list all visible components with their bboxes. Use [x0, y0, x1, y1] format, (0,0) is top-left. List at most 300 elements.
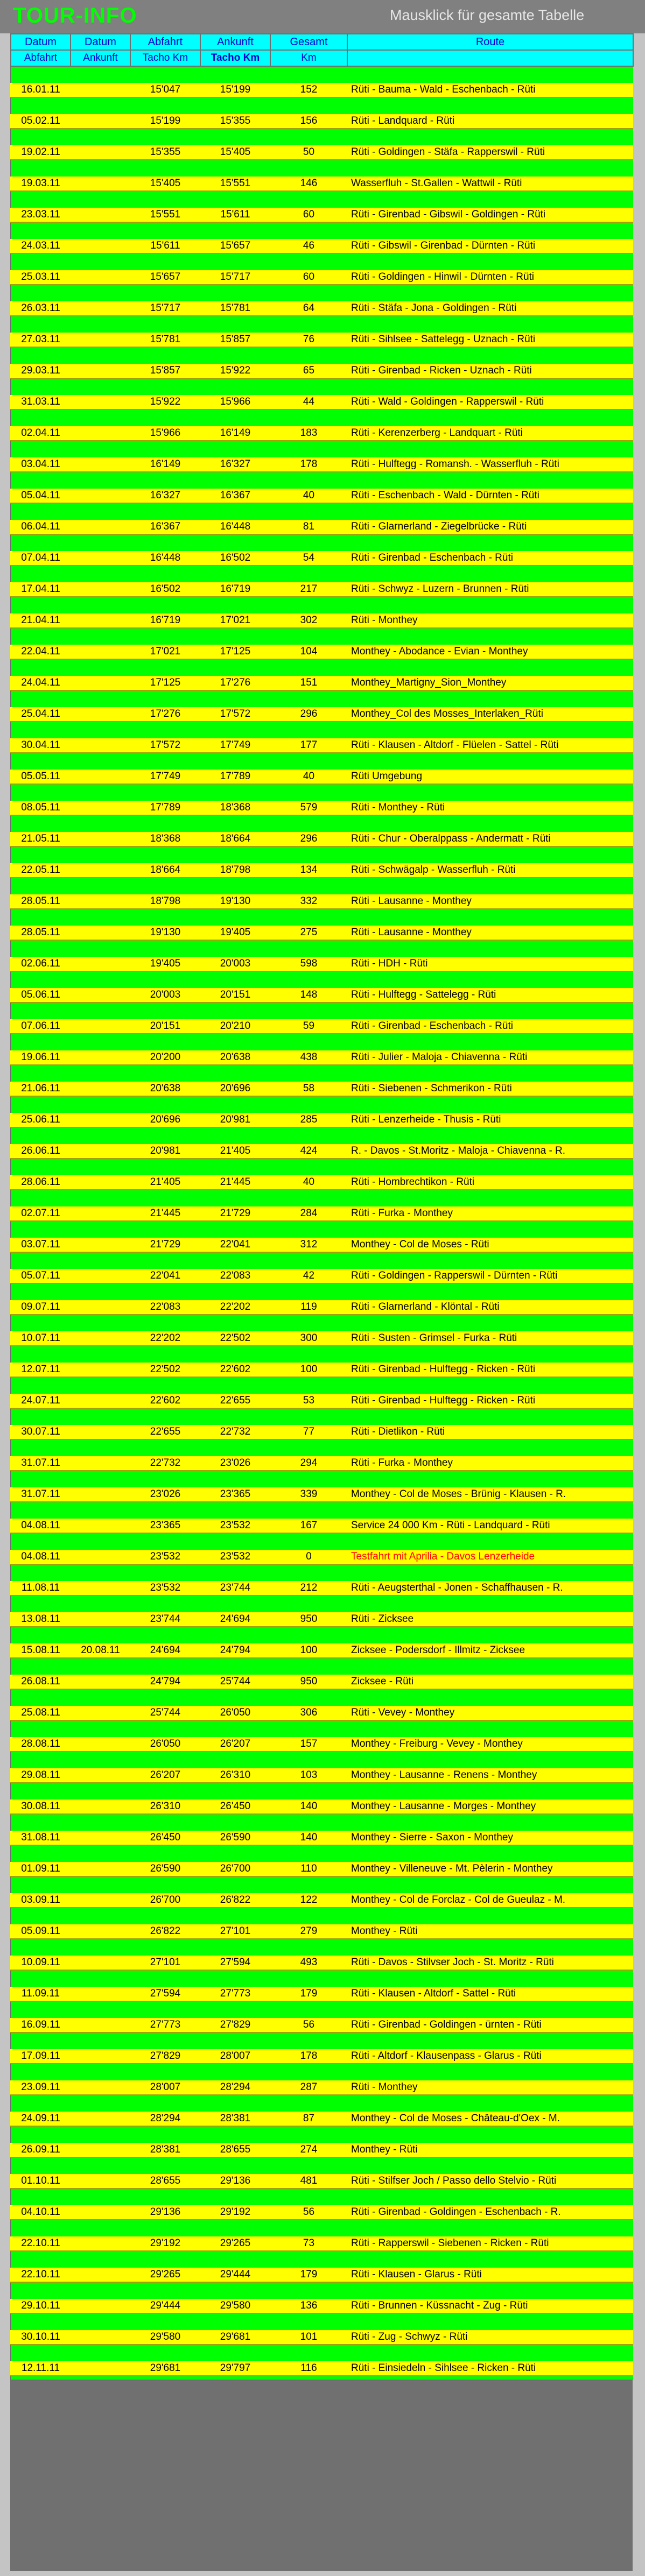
cell-date-end	[71, 770, 130, 784]
cell-total-km: 167	[270, 1519, 347, 1533]
cell-odo-end: 27'101	[200, 1924, 270, 1939]
cell-odo-start: 23'532	[130, 1550, 200, 1564]
table-row	[11, 301, 633, 316]
row-spacer	[11, 2064, 633, 2080]
col-header-total: Gesamt	[270, 34, 347, 50]
cell-odo-end: 23'532	[200, 1550, 270, 1564]
table-row	[11, 1643, 633, 1658]
row-spacer-cell	[11, 2376, 633, 2380]
cell-route: Rüti - Chur - Oberalppass - Andermatt - Rüti	[347, 832, 633, 846]
row-spacer	[11, 253, 633, 270]
cell-route: Zicksee - Rüti	[347, 1675, 633, 1689]
cell-odo-end: 29'192	[200, 2205, 270, 2220]
cell-total-km: 157	[270, 1737, 347, 1752]
table-row	[11, 2112, 633, 2126]
table-row	[11, 333, 633, 347]
row-spacer	[11, 1003, 633, 1019]
row-spacer	[11, 846, 633, 863]
cell-odo-end: 22'202	[200, 1300, 270, 1315]
cell-date-start: 30.08.11	[11, 1799, 71, 1814]
cell-total-km: 178	[270, 457, 347, 472]
cell-odo-start: 17'276	[130, 707, 200, 722]
cell-route: Rüti - Klausen - Altdorf - Sattel - Rüti	[347, 1987, 633, 2001]
cell-odo-end: 20'638	[200, 1050, 270, 1065]
cell-total-km: 146	[270, 177, 347, 191]
cell-total-km: 296	[270, 707, 347, 722]
table-row	[11, 551, 633, 566]
cell-odo-end: 26'050	[200, 1706, 270, 1720]
cell-route: Rüti - Goldingen - Rapperswil - Dürnten - Rüti	[347, 1269, 633, 1283]
cell-total-km: 59	[270, 1019, 347, 1034]
cell-odo-start: 16'719	[130, 613, 200, 628]
cell-date-start: 30.07.11	[11, 1425, 71, 1439]
row-spacer-cell	[11, 722, 633, 738]
cell-date-end	[71, 801, 130, 815]
cell-route: Rüti - Lausanne - Monthey	[347, 894, 633, 909]
row-spacer-cell	[11, 2126, 633, 2143]
cell-date-end	[71, 2330, 130, 2345]
cell-total-km: 56	[270, 2018, 347, 2032]
row-spacer	[11, 2376, 633, 2380]
cell-date-end	[71, 676, 130, 690]
cell-total-km: 76	[270, 333, 347, 347]
table-row	[11, 2049, 633, 2064]
col-subheader-date-end: Ankunft	[71, 50, 130, 66]
row-spacer-cell	[11, 1845, 633, 1862]
row-spacer-cell	[11, 472, 633, 489]
cell-date-end	[71, 613, 130, 628]
cell-odo-end: 15'199	[200, 83, 270, 97]
col-header-route: Route	[347, 34, 633, 50]
row-spacer-cell	[11, 690, 633, 707]
cell-date-start: 05.06.11	[11, 988, 71, 1003]
cell-odo-end: 15'657	[200, 239, 270, 253]
cell-odo-end: 18'664	[200, 832, 270, 846]
cell-date-start: 02.06.11	[11, 957, 71, 971]
cell-total-km: 56	[270, 2205, 347, 2220]
cell-total-km: 279	[270, 1924, 347, 1939]
cell-odo-end: 28'381	[200, 2112, 270, 2126]
cell-date-end	[71, 832, 130, 846]
cell-date-end	[71, 988, 130, 1003]
cell-date-end	[71, 426, 130, 441]
cell-date-start: 04.08.11	[11, 1550, 71, 1564]
row-spacer	[11, 566, 633, 582]
cell-odo-start: 28'655	[130, 2174, 200, 2189]
cell-route: Rüti - Schwyz - Luzern - Brunnen - Rüti	[347, 582, 633, 597]
row-spacer-cell	[11, 2345, 633, 2361]
cell-total-km: 73	[270, 2236, 347, 2251]
row-spacer-cell	[11, 815, 633, 832]
row-spacer	[11, 129, 633, 145]
cell-date-start: 03.07.11	[11, 1238, 71, 1252]
row-spacer	[11, 722, 633, 738]
cell-odo-end: 15'922	[200, 364, 270, 378]
table-body	[11, 66, 633, 2380]
table-row	[11, 1799, 633, 1814]
cell-date-end	[71, 1737, 130, 1752]
cell-date-start: 25.03.11	[11, 270, 71, 285]
row-spacer-cell	[11, 534, 633, 551]
row-spacer-cell	[11, 222, 633, 239]
cell-odo-end: 22'502	[200, 1331, 270, 1346]
cell-total-km: 60	[270, 270, 347, 285]
table-row	[11, 645, 633, 659]
table-row	[11, 239, 633, 253]
cell-odo-end: 15'966	[200, 395, 270, 410]
row-spacer-cell	[11, 2189, 633, 2205]
row-spacer	[11, 222, 633, 239]
cell-total-km: 177	[270, 738, 347, 753]
cell-route: Zicksee - Podersdorf - Illmitz - Zicksee	[347, 1643, 633, 1658]
row-spacer	[11, 1377, 633, 1394]
row-spacer	[11, 1502, 633, 1519]
cell-route: Rüti - Furka - Monthey	[347, 1206, 633, 1221]
table-row	[11, 2080, 633, 2095]
cell-odo-start: 15'355	[130, 145, 200, 160]
row-spacer-cell	[11, 1065, 633, 1082]
cell-route: Rüti - Stilfser Joch / Passo dello Stelvio - Rüti	[347, 2174, 633, 2189]
cell-total-km: 60	[270, 208, 347, 222]
col-subheader-odo-start: Tacho Km	[130, 50, 200, 66]
cell-odo-start: 16'448	[130, 551, 200, 566]
row-spacer	[11, 1939, 633, 1956]
row-spacer	[11, 1190, 633, 1206]
cell-date-end	[71, 1799, 130, 1814]
row-spacer	[11, 2126, 633, 2143]
row-spacer-cell	[11, 1439, 633, 1456]
table-row	[11, 1675, 633, 1689]
row-spacer-cell	[11, 1783, 633, 1799]
cell-odo-end: 26'310	[200, 1768, 270, 1783]
cell-date-end	[71, 489, 130, 503]
cell-odo-end: 24'694	[200, 1612, 270, 1627]
row-spacer-cell	[11, 66, 633, 83]
row-spacer	[11, 316, 633, 333]
cell-date-end	[71, 1425, 130, 1439]
row-spacer	[11, 1533, 633, 1550]
table-row	[11, 426, 633, 441]
cell-odo-start: 29'681	[130, 2361, 200, 2376]
cell-date-start: 23.09.11	[11, 2080, 71, 2095]
cell-total-km: 140	[270, 1799, 347, 1814]
table-row	[11, 1019, 633, 1034]
row-spacer-cell	[11, 878, 633, 894]
cell-odo-end: 27'773	[200, 1987, 270, 2001]
cell-odo-start: 23'026	[130, 1487, 200, 1502]
cell-date-start: 12.11.11	[11, 2361, 71, 2376]
cell-odo-end: 22'041	[200, 1238, 270, 1252]
cell-route: Rüti - Dietlikon - Rüti	[347, 1425, 633, 1439]
cell-date-start: 03.09.11	[11, 1893, 71, 1908]
row-spacer	[11, 66, 633, 83]
cell-odo-end: 16'327	[200, 457, 270, 472]
cell-total-km: 481	[270, 2174, 347, 2189]
cell-total-km: 53	[270, 1394, 347, 1408]
cell-total-km: 103	[270, 1768, 347, 1783]
row-spacer	[11, 2095, 633, 2112]
cell-date-end	[71, 1331, 130, 1346]
cell-route: Monthey - Col de Moses - Château-d'Oex - M.	[347, 2112, 633, 2126]
table-row	[11, 1487, 633, 1502]
cell-date-start: 24.03.11	[11, 239, 71, 253]
cell-route: Rüti - Zug - Schwyz - Rüti	[347, 2330, 633, 2345]
cell-odo-end: 29'681	[200, 2330, 270, 2345]
cell-route: Wasserfluh - St.Gallen - Wattwil - Rüti	[347, 177, 633, 191]
cell-odo-start: 22'655	[130, 1425, 200, 1439]
cell-odo-end: 21'729	[200, 1206, 270, 1221]
cell-odo-end: 29'136	[200, 2174, 270, 2189]
cell-odo-start: 20'696	[130, 1113, 200, 1127]
cell-date-start: 22.04.11	[11, 645, 71, 659]
cell-odo-end: 17'789	[200, 770, 270, 784]
cell-odo-end: 20'151	[200, 988, 270, 1003]
cell-odo-start: 28'007	[130, 2080, 200, 2095]
cell-odo-end: 19'405	[200, 926, 270, 940]
cell-route: Rüti - Susten - Grimsel - Furka - Rüti	[347, 1331, 633, 1346]
cell-odo-end: 15'717	[200, 270, 270, 285]
cell-date-end	[71, 1675, 130, 1689]
cell-date-end	[71, 1175, 130, 1190]
table-row	[11, 364, 633, 378]
table-row	[11, 1768, 633, 1783]
cell-route: Rüti - Hombrechtikon - Rüti	[347, 1175, 633, 1190]
cell-route: Rüti - Eschenbach - Wald - Dürnten - Rüti	[347, 489, 633, 503]
cell-date-start: 02.04.11	[11, 426, 71, 441]
cell-date-start: 07.06.11	[11, 1019, 71, 1034]
cell-date-end	[71, 1519, 130, 1533]
cell-odo-end: 23'026	[200, 1456, 270, 1471]
cell-date-end	[71, 2112, 130, 2126]
cell-route: Rüti - Altdorf - Klausenpass - Glarus - Rüti	[347, 2049, 633, 2064]
row-spacer	[11, 628, 633, 645]
cell-odo-end: 15'405	[200, 145, 270, 160]
cell-total-km: 50	[270, 145, 347, 160]
cell-date-start: 26.03.11	[11, 301, 71, 316]
row-spacer	[11, 659, 633, 676]
cell-date-end	[71, 1987, 130, 2001]
cell-odo-end: 28'655	[200, 2143, 270, 2157]
row-spacer-cell	[11, 2220, 633, 2236]
cell-date-end	[71, 270, 130, 285]
cell-total-km: 110	[270, 1862, 347, 1876]
row-spacer-cell	[11, 2095, 633, 2112]
cell-route: Service 24 000 Km - Rüti - Landquard - Rüti	[347, 1519, 633, 1533]
cell-odo-end: 29'580	[200, 2299, 270, 2313]
cell-odo-start: 17'789	[130, 801, 200, 815]
cell-date-end	[71, 1768, 130, 1783]
cell-total-km: 179	[270, 1987, 347, 2001]
cell-date-end	[71, 582, 130, 597]
cell-date-end	[71, 1456, 130, 1471]
cell-odo-end: 25'744	[200, 1675, 270, 1689]
row-spacer	[11, 160, 633, 177]
row-spacer	[11, 597, 633, 613]
cell-route: Rüti - Hulftegg - Romansh. - Wasserfluh - Rüti	[347, 457, 633, 472]
table-row	[11, 2268, 633, 2282]
cell-date-start: 30.10.11	[11, 2330, 71, 2345]
cell-total-km: 152	[270, 83, 347, 97]
cell-total-km: 274	[270, 2143, 347, 2157]
cell-route: Rüti - Rapperswil - Siebenen - Ricken - Rüti	[347, 2236, 633, 2251]
cell-odo-end: 22'602	[200, 1363, 270, 1377]
cell-date-end	[71, 145, 130, 160]
cell-odo-end: 21'405	[200, 1144, 270, 1159]
cell-route: Rüti - Girenbad - Ricken - Uznach - Rüti	[347, 364, 633, 378]
table-row	[11, 2174, 633, 2189]
cell-date-end	[71, 738, 130, 753]
table-row	[11, 145, 633, 160]
row-spacer-cell	[11, 1596, 633, 1612]
row-spacer-cell	[11, 160, 633, 177]
row-spacer-cell	[11, 347, 633, 364]
cell-odo-start: 28'381	[130, 2143, 200, 2157]
cell-date-start: 21.06.11	[11, 1082, 71, 1096]
cell-odo-start: 29'136	[130, 2205, 200, 2220]
cell-date-end	[71, 2080, 130, 2095]
row-spacer-cell	[11, 503, 633, 520]
cell-odo-end: 17'125	[200, 645, 270, 659]
cell-odo-end: 20'210	[200, 1019, 270, 1034]
cell-odo-start: 15'717	[130, 301, 200, 316]
cell-odo-start: 17'572	[130, 738, 200, 753]
full-table-link[interactable]: Mausklick für gesamte Tabelle	[390, 7, 585, 23]
cell-total-km: 46	[270, 239, 347, 253]
cell-odo-start: 25'744	[130, 1706, 200, 1720]
cell-odo-end: 20'981	[200, 1113, 270, 1127]
row-spacer-cell	[11, 2032, 633, 2049]
table-row	[11, 395, 633, 410]
table-row	[11, 2205, 633, 2220]
cell-route: Rüti - Davos - Stilvser Joch - St. Moritz - Rüti	[347, 1956, 633, 1970]
table-row	[11, 1363, 633, 1377]
cell-date-end	[71, 926, 130, 940]
cell-date-end	[71, 1581, 130, 1596]
cell-odo-end: 26'590	[200, 1831, 270, 1845]
cell-odo-start: 22'502	[130, 1363, 200, 1377]
row-spacer-cell	[11, 129, 633, 145]
cell-odo-end: 29'444	[200, 2268, 270, 2282]
row-spacer	[11, 1408, 633, 1425]
cell-total-km: 58	[270, 1082, 347, 1096]
cell-date-start: 11.08.11	[11, 1581, 71, 1596]
cell-odo-start: 26'207	[130, 1768, 200, 1783]
cell-odo-start: 29'444	[130, 2299, 200, 2313]
row-spacer	[11, 1283, 633, 1300]
row-spacer-cell	[11, 1034, 633, 1050]
cell-date-start: 04.10.11	[11, 2205, 71, 2220]
row-spacer	[11, 2220, 633, 2236]
cell-odo-end: 16'149	[200, 426, 270, 441]
cell-date-start: 15.08.11	[11, 1643, 71, 1658]
row-spacer-cell	[11, 1752, 633, 1768]
cell-odo-end: 21'445	[200, 1175, 270, 1190]
cell-date-start: 12.07.11	[11, 1363, 71, 1377]
cell-odo-start: 27'773	[130, 2018, 200, 2032]
cell-odo-start: 15'611	[130, 239, 200, 253]
cell-date-start: 03.04.11	[11, 457, 71, 472]
cell-date-start: 24.09.11	[11, 2112, 71, 2126]
table-row	[11, 457, 633, 472]
table-row	[11, 1862, 633, 1876]
row-spacer	[11, 971, 633, 988]
row-spacer-cell	[11, 1533, 633, 1550]
cell-route: Rüti - Schwägalp - Wasserfluh - Rüti	[347, 863, 633, 878]
row-spacer-cell	[11, 1627, 633, 1643]
cell-odo-end: 16'367	[200, 489, 270, 503]
cell-date-start: 29.03.11	[11, 364, 71, 378]
cell-odo-end: 28'007	[200, 2049, 270, 2064]
table-row	[11, 1050, 633, 1065]
cell-total-km: 217	[270, 582, 347, 597]
cell-odo-start: 29'192	[130, 2236, 200, 2251]
cell-odo-start: 22'732	[130, 1456, 200, 1471]
cell-odo-start: 15'966	[130, 426, 200, 441]
cell-total-km: 65	[270, 364, 347, 378]
cell-date-start: 29.10.11	[11, 2299, 71, 2313]
cell-date-start: 16.01.11	[11, 83, 71, 97]
cell-odo-end: 17'276	[200, 676, 270, 690]
cell-total-km: 339	[270, 1487, 347, 1502]
row-spacer-cell	[11, 1564, 633, 1581]
cell-date-start: 16.09.11	[11, 2018, 71, 2032]
cell-odo-start: 22'083	[130, 1300, 200, 1315]
cell-odo-end: 26'822	[200, 1893, 270, 1908]
row-spacer	[11, 1159, 633, 1175]
cell-route: Rüti - Bauma - Wald - Eschenbach - Rüti	[347, 83, 633, 97]
row-spacer	[11, 441, 633, 457]
cell-route: Monthey - Lausanne - Renens - Monthey	[347, 1768, 633, 1783]
cell-odo-end: 26'450	[200, 1799, 270, 1814]
row-spacer-cell	[11, 784, 633, 801]
cell-date-start: 02.07.11	[11, 1206, 71, 1221]
cell-total-km: 140	[270, 1831, 347, 1845]
row-spacer	[11, 1439, 633, 1456]
row-spacer	[11, 1658, 633, 1675]
row-spacer	[11, 1970, 633, 1987]
cell-total-km: 183	[270, 426, 347, 441]
row-spacer	[11, 2001, 633, 2018]
cell-odo-start: 24'694	[130, 1643, 200, 1658]
cell-date-start: 05.07.11	[11, 1269, 71, 1283]
cell-total-km: 156	[270, 114, 347, 129]
cell-odo-end: 17'572	[200, 707, 270, 722]
cell-date-start: 22.05.11	[11, 863, 71, 878]
table-row	[11, 1331, 633, 1346]
cell-route: Rüti - Kerenzerberg - Landquart - Rüti	[347, 426, 633, 441]
table-row	[11, 707, 633, 722]
cell-total-km: 212	[270, 1581, 347, 1596]
cell-odo-end: 16'719	[200, 582, 270, 597]
cell-date-start: 11.09.11	[11, 1987, 71, 2001]
cell-route: Rüti - Klausen - Altdorf - Flüelen - Sattel - Rüti	[347, 738, 633, 753]
cell-total-km: 44	[270, 395, 347, 410]
row-spacer	[11, 1908, 633, 1924]
cell-odo-start: 23'532	[130, 1581, 200, 1596]
cell-odo-start: 19'130	[130, 926, 200, 940]
table-row	[11, 1519, 633, 1533]
cell-total-km: 424	[270, 1144, 347, 1159]
cell-odo-start: 19'405	[130, 957, 200, 971]
col-header-date-end: Datum	[71, 34, 130, 50]
cell-odo-start: 15'199	[130, 114, 200, 129]
cell-odo-start: 26'050	[130, 1737, 200, 1752]
cell-route: Rüti - Girenbad - Hulftegg - Ricken - Rüti	[347, 1363, 633, 1377]
row-spacer-cell	[11, 2251, 633, 2268]
cell-odo-end: 24'794	[200, 1643, 270, 1658]
cell-odo-end: 15'857	[200, 333, 270, 347]
cell-odo-end: 27'829	[200, 2018, 270, 2032]
